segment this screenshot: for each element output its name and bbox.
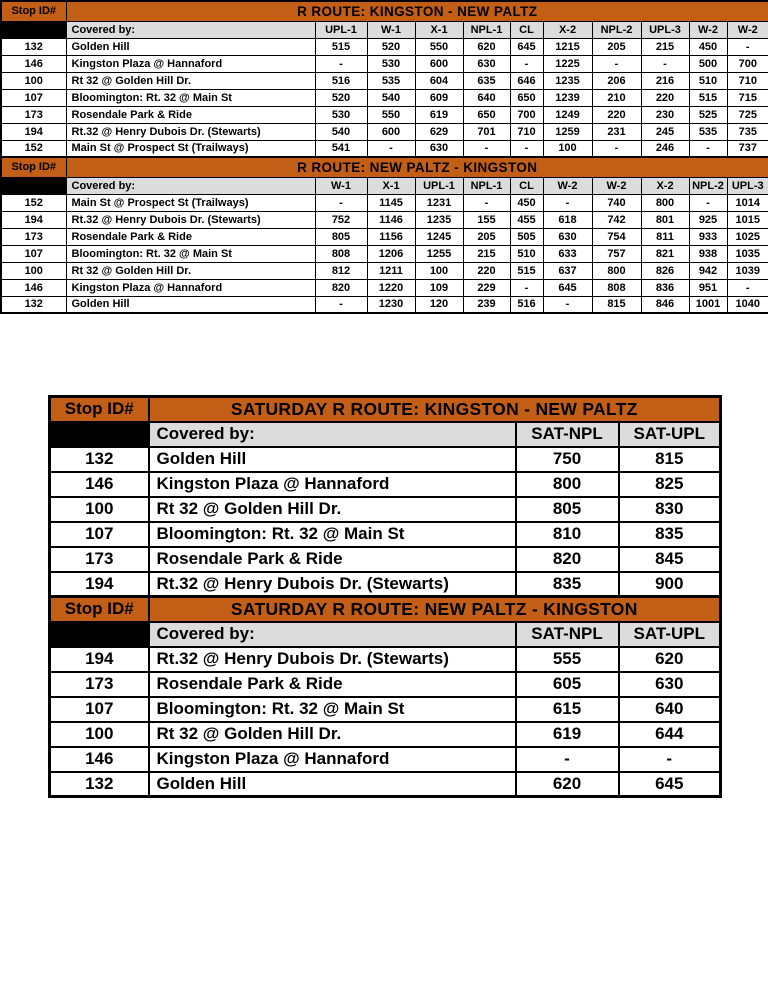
stop-id-cell: 194 (50, 572, 149, 597)
time-cell: 525 (689, 106, 727, 123)
time-cell: 530 (315, 106, 367, 123)
table-title-row (50, 397, 721, 422)
time-cell: 812 (315, 262, 367, 279)
table-row (50, 447, 721, 472)
run-column-header: NPL-2 (592, 21, 641, 38)
table-row (50, 472, 721, 497)
time-cell: 609 (415, 89, 463, 106)
time-cell: 900 (619, 572, 721, 597)
time-cell: 239 (463, 296, 510, 313)
time-cell: 700 (727, 55, 768, 72)
time-cell: 210 (592, 89, 641, 106)
time-cell: 455 (510, 211, 543, 228)
time-cell: - (543, 296, 592, 313)
table-title-row (1, 157, 768, 177)
stop-id-header: Stop ID# (1, 1, 66, 21)
time-cell: - (592, 140, 641, 157)
time-cell: 800 (592, 262, 641, 279)
time-cell: 230 (641, 106, 689, 123)
table-row (50, 572, 721, 597)
stop-id-header: Stop ID# (1, 157, 66, 177)
time-cell: 618 (543, 211, 592, 228)
time-cell: 1215 (543, 38, 592, 55)
time-cell: 925 (689, 211, 727, 228)
stop-name-cell: Rt.32 @ Henry Dubois Dr. (Stewarts) (66, 123, 315, 140)
run-column-header: NPL-1 (463, 177, 510, 194)
time-cell: 220 (592, 106, 641, 123)
stop-name-cell: Rt 32 @ Golden Hill Dr. (149, 497, 516, 522)
table-row (50, 772, 721, 797)
time-cell: 450 (510, 194, 543, 211)
time-cell: 1040 (727, 296, 768, 313)
time-cell: 811 (641, 228, 689, 245)
time-cell: - (510, 279, 543, 296)
table-title: SATURDAY R ROUTE: NEW PALTZ - KINGSTON (149, 597, 721, 622)
stop-name-cell: Rt 32 @ Golden Hill Dr. (66, 72, 315, 89)
table-row (1, 55, 768, 72)
stop-name-cell: Golden Hill (149, 447, 516, 472)
stop-id-cell: 173 (1, 106, 66, 123)
saturday-table-kingston-newpaltz (48, 395, 722, 598)
column-header-row (1, 177, 768, 194)
table-row (50, 497, 721, 522)
run-column-header: W-2 (689, 21, 727, 38)
time-cell: - (510, 55, 543, 72)
time-cell: 515 (689, 89, 727, 106)
stop-id-cell: 107 (1, 89, 66, 106)
time-cell: 754 (592, 228, 641, 245)
time-cell: 805 (315, 228, 367, 245)
time-cell: 808 (592, 279, 641, 296)
time-cell: 215 (463, 245, 510, 262)
stop-name-cell: Main St @ Prospect St (Trailways) (66, 194, 315, 211)
table-row (1, 72, 768, 89)
weekday-table-kingston-newpaltz (0, 0, 768, 158)
stop-name-cell: Rosendale Park & Ride (66, 106, 315, 123)
time-cell: 737 (727, 140, 768, 157)
time-cell: 742 (592, 211, 641, 228)
time-cell: 650 (510, 89, 543, 106)
stop-name-cell: Bloomington: Rt. 32 @ Main St (149, 522, 516, 547)
stop-id-cell: 100 (50, 497, 149, 522)
time-cell: 701 (463, 123, 510, 140)
time-cell: 800 (516, 472, 619, 497)
table-row (50, 547, 721, 572)
run-column-header: SAT-NPL (516, 622, 619, 647)
time-cell: 630 (415, 140, 463, 157)
time-cell: 216 (641, 72, 689, 89)
stop-id-header: Stop ID# (50, 397, 149, 422)
stop-id-cell: 132 (1, 38, 66, 55)
stop-name-cell: Main St @ Prospect St (Trailways) (66, 140, 315, 157)
stop-id-cell: 152 (1, 140, 66, 157)
run-column-header: CL (510, 177, 543, 194)
time-cell: 646 (510, 72, 543, 89)
table-row (1, 123, 768, 140)
time-cell: 757 (592, 245, 641, 262)
stop-id-cell: 100 (1, 262, 66, 279)
time-cell: - (463, 140, 510, 157)
run-column-header: X-1 (415, 21, 463, 38)
time-cell: 635 (463, 72, 510, 89)
time-cell: - (689, 194, 727, 211)
time-cell: 1231 (415, 194, 463, 211)
run-column-header: SAT-UPL (619, 422, 721, 447)
time-cell: - (510, 140, 543, 157)
time-cell: - (367, 140, 415, 157)
time-cell: 645 (619, 772, 721, 797)
time-cell: 740 (592, 194, 641, 211)
time-cell: - (619, 747, 721, 772)
time-cell: 245 (641, 123, 689, 140)
stop-id-cell: 194 (50, 647, 149, 672)
stop-id-cell: 173 (50, 672, 149, 697)
stop-id-cell: 146 (50, 747, 149, 772)
black-filler-cell (50, 422, 149, 447)
stop-id-cell: 107 (50, 697, 149, 722)
stop-name-cell: Kingston Plaza @ Hannaford (149, 747, 516, 772)
run-column-header: W-1 (367, 21, 415, 38)
stop-name-cell: Golden Hill (149, 772, 516, 797)
time-cell: 520 (315, 89, 367, 106)
table-row (1, 89, 768, 106)
time-cell: 516 (510, 296, 543, 313)
stop-name-cell: Rosendale Park & Ride (149, 547, 516, 572)
table-row (1, 38, 768, 55)
time-cell: 1145 (367, 194, 415, 211)
time-cell: 1039 (727, 262, 768, 279)
stop-id-cell: 146 (1, 279, 66, 296)
time-cell: 604 (415, 72, 463, 89)
time-cell: 541 (315, 140, 367, 157)
time-cell: 735 (727, 123, 768, 140)
time-cell: 715 (727, 89, 768, 106)
stop-id-cell: 100 (50, 722, 149, 747)
stop-name-cell: Kingston Plaza @ Hannaford (149, 472, 516, 497)
time-cell: 820 (516, 547, 619, 572)
time-cell: 220 (463, 262, 510, 279)
column-header-row (1, 21, 768, 38)
time-cell: 205 (592, 38, 641, 55)
table-row (1, 194, 768, 211)
time-cell: 630 (543, 228, 592, 245)
time-cell: 515 (510, 262, 543, 279)
run-column-header: X-2 (543, 21, 592, 38)
time-cell: 555 (516, 647, 619, 672)
saturday-schedule-block (48, 395, 719, 798)
table-row (1, 106, 768, 123)
time-cell: 1014 (727, 194, 768, 211)
time-cell: - (315, 55, 367, 72)
stop-id-cell: 132 (50, 447, 149, 472)
time-cell: 815 (592, 296, 641, 313)
time-cell: 515 (315, 38, 367, 55)
time-cell: 510 (689, 72, 727, 89)
time-cell: 1035 (727, 245, 768, 262)
column-header-row (50, 422, 721, 447)
stop-id-cell: 173 (1, 228, 66, 245)
stop-id-cell: 146 (1, 55, 66, 72)
time-cell: 815 (619, 447, 721, 472)
stop-id-cell: 194 (1, 123, 66, 140)
table-row (50, 672, 721, 697)
stop-name-cell: Bloomington: Rt. 32 @ Main St (66, 245, 315, 262)
time-cell: 530 (367, 55, 415, 72)
time-cell: 630 (463, 55, 510, 72)
run-column-header: UPL-1 (415, 177, 463, 194)
time-cell: 1001 (689, 296, 727, 313)
run-column-header: SAT-NPL (516, 422, 619, 447)
time-cell: 535 (689, 123, 727, 140)
time-cell: 835 (619, 522, 721, 547)
time-cell: 605 (516, 672, 619, 697)
run-column-header: W-2 (592, 177, 641, 194)
time-cell: 520 (367, 38, 415, 55)
time-cell: 640 (463, 89, 510, 106)
stop-name-cell: Golden Hill (66, 296, 315, 313)
time-cell: 600 (367, 123, 415, 140)
table-title-row (1, 1, 768, 21)
black-filler-cell (50, 622, 149, 647)
time-cell: - (641, 55, 689, 72)
covered-by-label: Covered by: (66, 21, 315, 38)
time-cell: 1206 (367, 245, 415, 262)
time-cell: 846 (641, 296, 689, 313)
time-cell: 630 (619, 672, 721, 697)
stop-name-cell: Kingston Plaza @ Hannaford (66, 279, 315, 296)
weekday-schedule-block (0, 0, 768, 314)
time-cell: 640 (619, 697, 721, 722)
covered-by-label: Covered by: (66, 177, 315, 194)
stop-id-cell: 107 (50, 522, 149, 547)
time-cell: 206 (592, 72, 641, 89)
time-cell: 933 (689, 228, 727, 245)
stop-name-cell: Bloomington: Rt. 32 @ Main St (149, 697, 516, 722)
run-column-header: NPL-1 (463, 21, 510, 38)
time-cell: 615 (516, 697, 619, 722)
stop-id-cell: 100 (1, 72, 66, 89)
time-cell: 845 (619, 547, 721, 572)
time-cell: 710 (727, 72, 768, 89)
time-cell: - (727, 38, 768, 55)
run-column-header: UPL-3 (727, 177, 768, 194)
table-row (1, 140, 768, 157)
time-cell: 1230 (367, 296, 415, 313)
time-cell: 835 (516, 572, 619, 597)
time-cell: 821 (641, 245, 689, 262)
run-column-header: SAT-UPL (619, 622, 721, 647)
time-cell: 637 (543, 262, 592, 279)
time-cell: 600 (415, 55, 463, 72)
time-cell: 516 (315, 72, 367, 89)
time-cell: - (516, 747, 619, 772)
run-column-header: W-2 (727, 21, 768, 38)
stop-id-cell: 146 (50, 472, 149, 497)
run-column-header: W-2 (543, 177, 592, 194)
table-title: SATURDAY R ROUTE: KINGSTON - NEW PALTZ (149, 397, 721, 422)
run-column-header: X-1 (367, 177, 415, 194)
time-cell: 805 (516, 497, 619, 522)
time-cell: 1025 (727, 228, 768, 245)
time-cell: 752 (315, 211, 367, 228)
time-cell: - (315, 296, 367, 313)
time-cell: 800 (641, 194, 689, 211)
run-column-header: X-2 (641, 177, 689, 194)
time-cell: 1245 (415, 228, 463, 245)
run-column-header: UPL-3 (641, 21, 689, 38)
stop-name-cell: Bloomington: Rt. 32 @ Main St (66, 89, 315, 106)
time-cell: 100 (543, 140, 592, 157)
stop-name-cell: Rosendale Park & Ride (66, 228, 315, 245)
time-cell: 120 (415, 296, 463, 313)
time-cell: 1146 (367, 211, 415, 228)
run-column-header: W-1 (315, 177, 367, 194)
stop-name-cell: Golden Hill (66, 38, 315, 55)
time-cell: 830 (619, 497, 721, 522)
time-cell: 505 (510, 228, 543, 245)
time-cell: 550 (415, 38, 463, 55)
stop-name-cell: Rt.32 @ Henry Dubois Dr. (Stewarts) (66, 211, 315, 228)
black-filler-cell (1, 177, 66, 194)
stop-name-cell: Rt 32 @ Golden Hill Dr. (149, 722, 516, 747)
table-row (1, 279, 768, 296)
time-cell: 645 (510, 38, 543, 55)
covered-by-label: Covered by: (149, 622, 516, 647)
time-cell: 650 (463, 106, 510, 123)
table-row (1, 245, 768, 262)
time-cell: 550 (367, 106, 415, 123)
time-cell: 825 (619, 472, 721, 497)
table-title-row (50, 597, 721, 622)
time-cell: 750 (516, 447, 619, 472)
time-cell: 1249 (543, 106, 592, 123)
time-cell: 1235 (543, 72, 592, 89)
time-cell: 801 (641, 211, 689, 228)
time-cell: 620 (516, 772, 619, 797)
time-cell: - (689, 140, 727, 157)
time-cell: 510 (510, 245, 543, 262)
stop-name-cell: Kingston Plaza @ Hannaford (66, 55, 315, 72)
table-row (50, 697, 721, 722)
black-filler-cell (1, 21, 66, 38)
time-cell: 500 (689, 55, 727, 72)
time-cell: 1220 (367, 279, 415, 296)
time-cell: 826 (641, 262, 689, 279)
time-cell: 619 (415, 106, 463, 123)
time-cell: 1211 (367, 262, 415, 279)
time-cell: 629 (415, 123, 463, 140)
time-cell: 633 (543, 245, 592, 262)
table-row (1, 211, 768, 228)
time-cell: - (463, 194, 510, 211)
time-cell: - (727, 279, 768, 296)
time-cell: 1235 (415, 211, 463, 228)
time-cell: 836 (641, 279, 689, 296)
covered-by-label: Covered by: (149, 422, 516, 447)
time-cell: - (315, 194, 367, 211)
table-title: R ROUTE: KINGSTON - NEW PALTZ (66, 1, 768, 21)
saturday-table-newpaltz-kingston (48, 595, 722, 798)
time-cell: 1225 (543, 55, 592, 72)
time-cell: 808 (315, 245, 367, 262)
stop-name-cell: Rt 32 @ Golden Hill Dr. (66, 262, 315, 279)
run-column-header: CL (510, 21, 543, 38)
time-cell: 710 (510, 123, 543, 140)
time-cell: 938 (689, 245, 727, 262)
time-cell: 450 (689, 38, 727, 55)
time-cell: 155 (463, 211, 510, 228)
time-cell: 810 (516, 522, 619, 547)
time-cell: 229 (463, 279, 510, 296)
column-header-row (50, 622, 721, 647)
time-cell: 942 (689, 262, 727, 279)
table-row (50, 747, 721, 772)
time-cell: 540 (315, 123, 367, 140)
time-cell: 1156 (367, 228, 415, 245)
time-cell: - (543, 194, 592, 211)
time-cell: - (592, 55, 641, 72)
stop-id-cell: 152 (1, 194, 66, 211)
time-cell: 620 (463, 38, 510, 55)
time-cell: 100 (415, 262, 463, 279)
run-column-header: NPL-2 (689, 177, 727, 194)
table-row (50, 522, 721, 547)
time-cell: 820 (315, 279, 367, 296)
time-cell: 215 (641, 38, 689, 55)
time-cell: 109 (415, 279, 463, 296)
stop-name-cell: Rosendale Park & Ride (149, 672, 516, 697)
stop-id-cell: 132 (1, 296, 66, 313)
time-cell: 205 (463, 228, 510, 245)
weekday-table-newpaltz-kingston (0, 156, 768, 314)
stop-id-cell: 132 (50, 772, 149, 797)
time-cell: 540 (367, 89, 415, 106)
time-cell: 951 (689, 279, 727, 296)
table-row (1, 262, 768, 279)
time-cell: 246 (641, 140, 689, 157)
stop-name-cell: Rt.32 @ Henry Dubois Dr. (Stewarts) (149, 647, 516, 672)
time-cell: 231 (592, 123, 641, 140)
table-row (50, 722, 721, 747)
stop-name-cell: Rt.32 @ Henry Dubois Dr. (Stewarts) (149, 572, 516, 597)
time-cell: 535 (367, 72, 415, 89)
time-cell: 644 (619, 722, 721, 747)
stop-id-header: Stop ID# (50, 597, 149, 622)
time-cell: 1239 (543, 89, 592, 106)
time-cell: 700 (510, 106, 543, 123)
time-cell: 1255 (415, 245, 463, 262)
time-cell: 619 (516, 722, 619, 747)
time-cell: 1259 (543, 123, 592, 140)
run-column-header: UPL-1 (315, 21, 367, 38)
time-cell: 620 (619, 647, 721, 672)
stop-id-cell: 173 (50, 547, 149, 572)
stop-id-cell: 194 (1, 211, 66, 228)
time-cell: 220 (641, 89, 689, 106)
stop-id-cell: 107 (1, 245, 66, 262)
table-title: R ROUTE: NEW PALTZ - KINGSTON (66, 157, 768, 177)
table-row (1, 228, 768, 245)
time-cell: 645 (543, 279, 592, 296)
table-row (1, 296, 768, 313)
time-cell: 725 (727, 106, 768, 123)
time-cell: 1015 (727, 211, 768, 228)
table-row (50, 647, 721, 672)
